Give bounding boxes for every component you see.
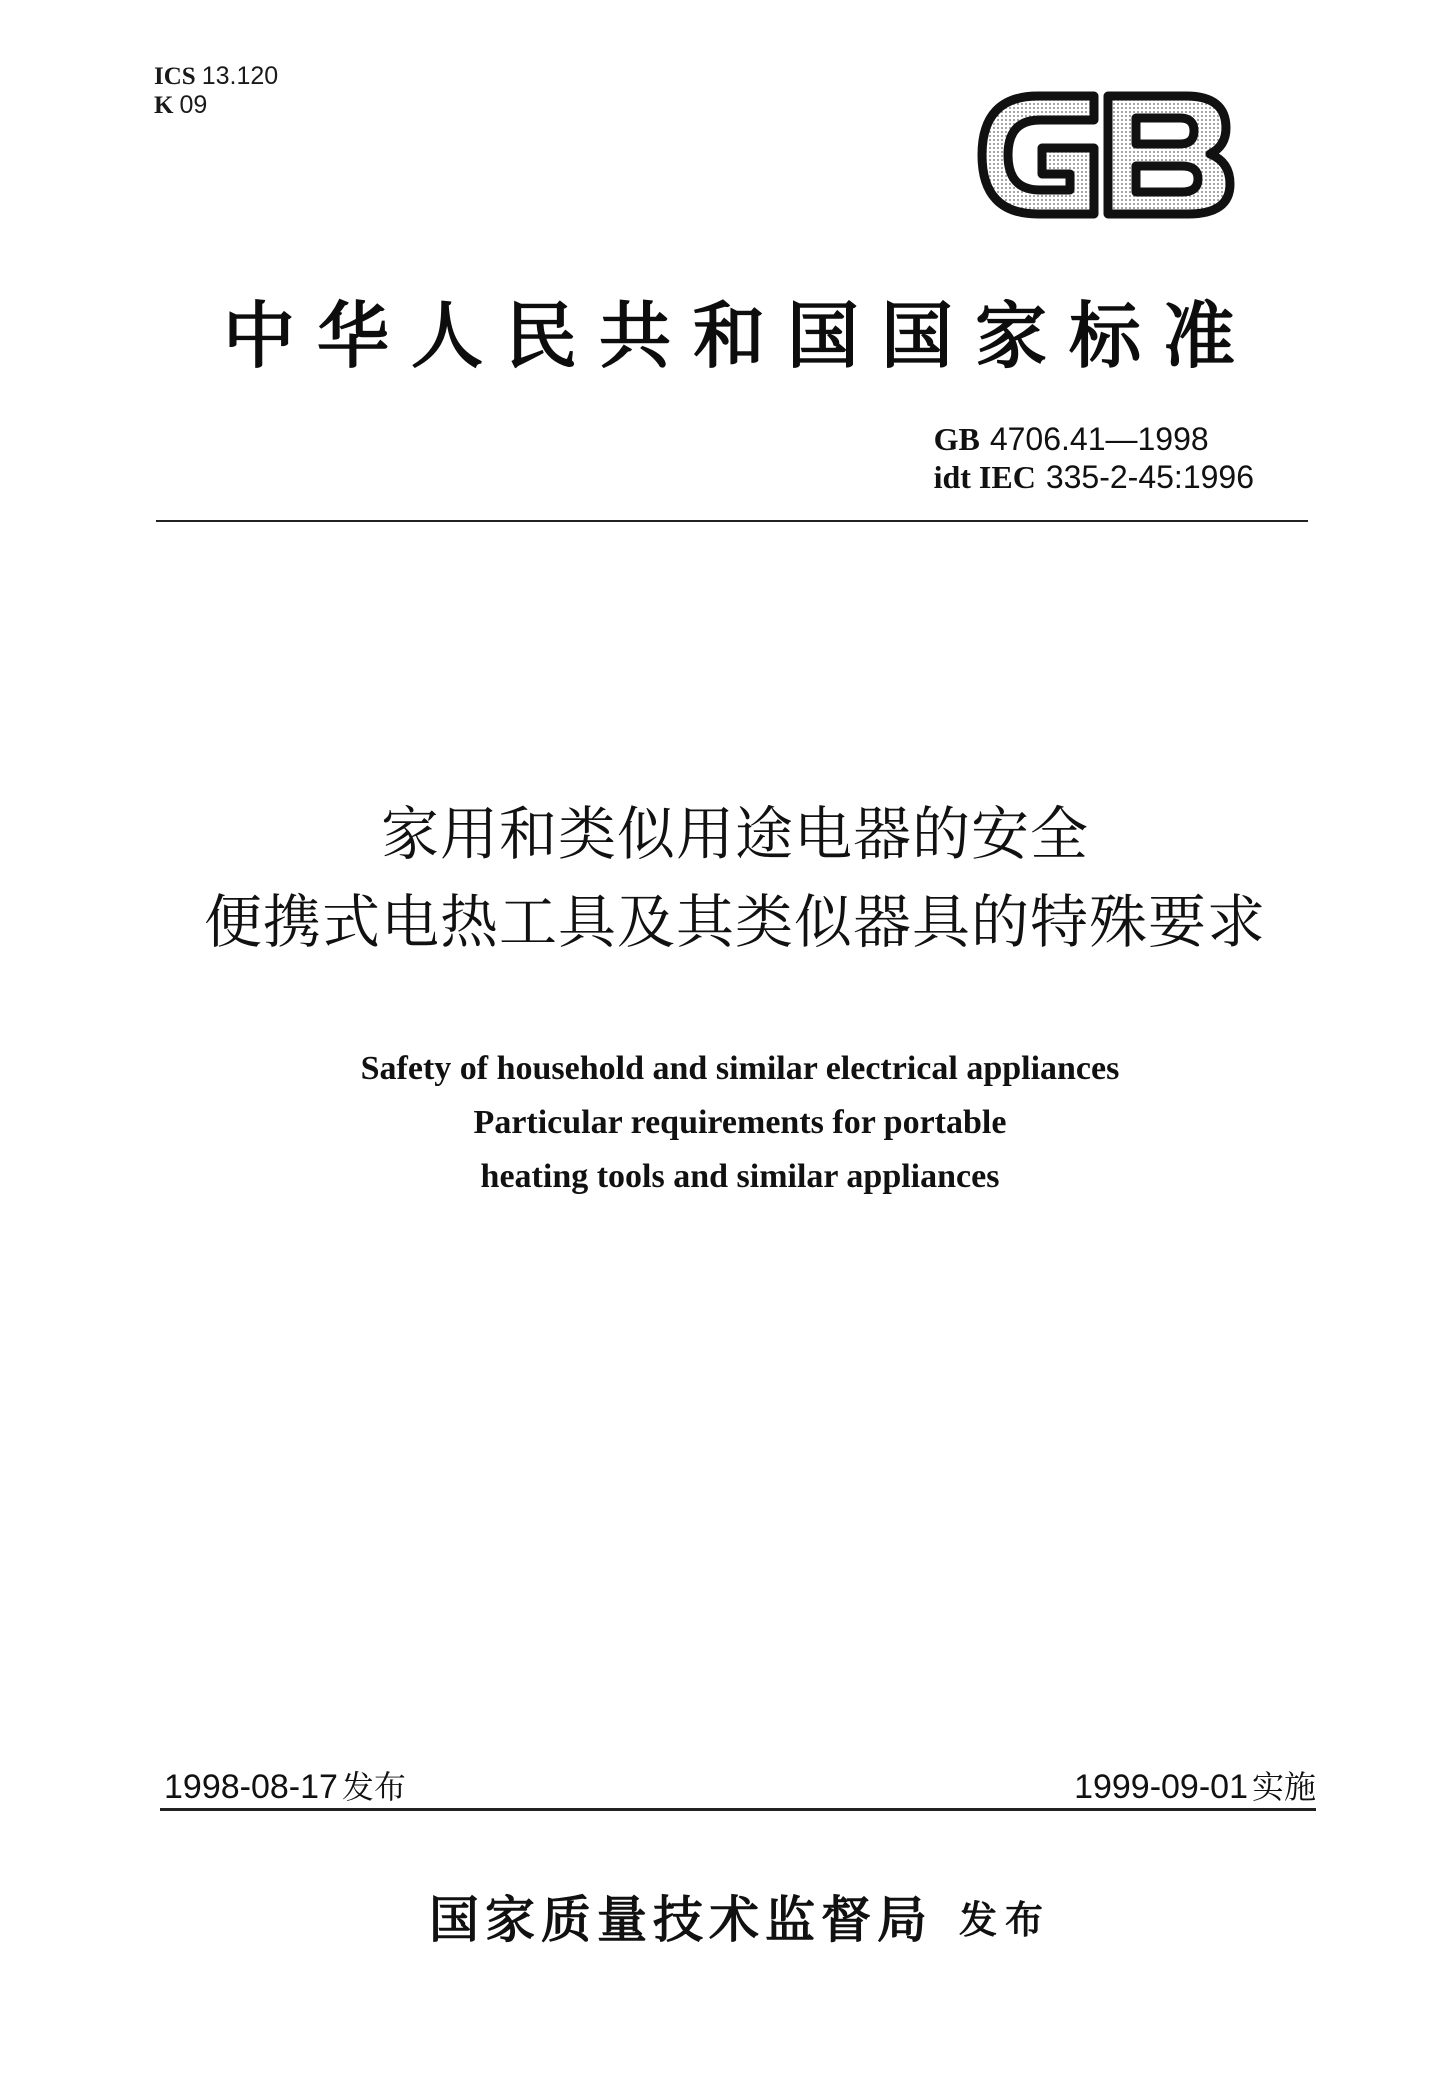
idt-number: 335-2-45:1996 xyxy=(1045,459,1254,495)
idt-label: idt IEC xyxy=(933,459,1036,495)
gb-logo xyxy=(976,86,1236,224)
issuer-line xyxy=(150,1880,1330,1952)
date-row xyxy=(160,1762,1316,1806)
chinese-title xyxy=(80,790,1390,966)
bottom-divider xyxy=(160,1808,1316,1811)
effective-date-block xyxy=(1074,1762,1316,1808)
issuer-action: 发布 xyxy=(958,1897,1051,1942)
issuer-name: 国家质量技术监督局 xyxy=(428,1890,933,1949)
ics-label: ICS xyxy=(154,63,196,90)
english-title-line-3: heating tools and similar appliances xyxy=(480,1158,1000,1195)
effective-date: 1999-09-01 xyxy=(1074,1768,1248,1806)
gb-number: 4706.41—1998 xyxy=(989,421,1209,457)
ccs-label: K xyxy=(154,92,174,119)
classification-codes xyxy=(154,62,278,120)
issue-label: 发布 xyxy=(341,1768,406,1806)
ics-line xyxy=(154,62,278,91)
standard-number-block xyxy=(934,420,1254,496)
top-divider xyxy=(156,520,1308,522)
idt-line xyxy=(934,458,1254,496)
gb-number-line xyxy=(934,420,1254,458)
effective-label: 实施 xyxy=(1251,1768,1316,1806)
chinese-title-line-1: 家用和类似用途电器的安全 xyxy=(380,800,1089,868)
english-title-line-1: Safety of household and similar electrical appliances xyxy=(360,1050,1120,1087)
ics-code: 13.120 xyxy=(201,62,279,90)
gb-prefix: GB xyxy=(933,421,980,457)
chinese-title-line-2: 便携式电热工具及其类似器具的特殊要求 xyxy=(203,888,1266,956)
english-title xyxy=(150,1042,1330,1204)
issue-date: 1998-08-17 xyxy=(164,1768,338,1806)
english-title-line-2: Particular requirements for portable xyxy=(473,1104,1007,1141)
issue-date-block xyxy=(164,1762,406,1808)
ccs-line xyxy=(154,91,278,120)
ccs-code: 09 xyxy=(179,91,208,119)
national-standard-title: 中华人民共和国国家标准 xyxy=(222,293,1257,378)
